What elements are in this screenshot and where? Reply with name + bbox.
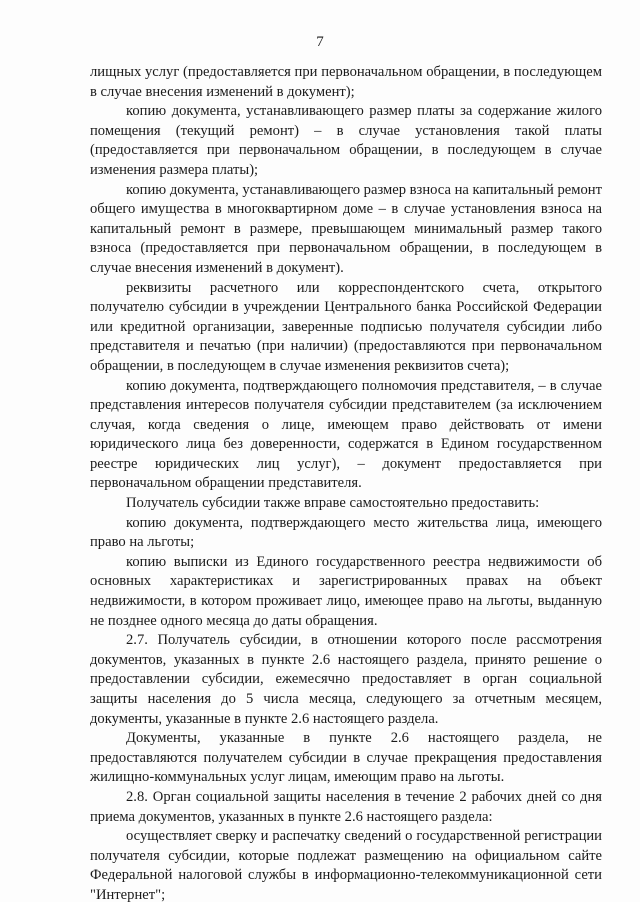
paragraph-property-registry-extract: копию выписки из Единого государственного реестра недвижимости об основных характеристиках и зарегистрированных правах на объект недвижимости, в котором проживает лицо, имеющее право на льготы, выданную не позднее одного месяца до даты обращения.	[90, 553, 602, 629]
document-body	[90, 63, 602, 906]
paragraph-documents-not-required: Документы, указанные в пункте 2.6 настоящего раздела, не предоставляются получателем субсидии в случае прекращения предоставления жилищно-коммунальных услуг лицам, имеющим право на льготы.	[90, 730, 602, 786]
paragraph-continuation: лищных услуг (предоставляется при первоначальном обращении, в последующем в случае внесения изменений в документ);	[90, 64, 602, 100]
paragraph-bank-details: реквизиты расчетного или корреспондентского счета, открытого получателю субсидии в учреждении Центрального банка Российской Федерации или кредитной организации, заверенные подписью получателя субсидии либо представителя и печатью (при наличии) (предоставляются при первоначальном обращении, в последующем в случае изменения реквизитов счета);	[90, 279, 602, 374]
paragraph-section-2-7: 2.7. Получатель субсидии, в отношении которого после рассмотрения документов, указанных в пункте 2.6 настоящего раздела, принято решение о предоставлении субсидии, ежемесячно предоставляет в орган социальной защиты населения до 5 числа месяца, следующего за отчетным месяцем, документы, указанные в пункте 2.6 настоящего раздела.	[90, 632, 602, 727]
paragraph-representative-authority: копию документа, подтверждающего полномочия представителя, – в случае представления интересов получателя субсидии представителем (за исключением случая, когда сведения о лице, имеющем право действовать от имени юридического лица без доверенности, содержатся в Едином государственном реестре юридических лиц услуг), – документ предоставляется при первоначальном обращении представителя.	[90, 377, 602, 492]
paragraph-optional-documents-intro: Получатель субсидии также вправе самостоятельно предоставить:	[126, 495, 540, 512]
paragraph-housing-fee-document: копию документа, устанавливающего размер платы за содержание жилого помещения (текущий ремонт) – в случае установления такой платы (предоставляется при первоначальном обращении, в последующем в случае изменения размера платы);	[90, 103, 602, 178]
page-number: 7	[316, 34, 324, 50]
paragraph-tax-service-check: осуществляет сверку и распечатку сведений о государственной регистрации получателя субсидии, которые подлежат размещению на официальном сайте Федеральной налоговой службы в информационно-телекоммуникационной сети "Интернет";	[90, 828, 602, 903]
paragraph-capital-repair-document: копию документа, устанавливающего размер взноса на капитальный ремонт общего имущества в многоквартирном доме – в случае установления взноса на капитальный ремонт в размере, превышающем минимальный размер такого взноса (предоставляется при первоначальном обращении, в последующем в случае внесения изменений в документ).	[90, 181, 602, 276]
paragraph-residence-document: копию документа, подтверждающего место жительства лица, имеющего право на льготы;	[90, 514, 602, 551]
paragraph-section-2-8: 2.8. Орган социальной защиты населения в течение 2 рабочих дней со дня приема документов, указанных в пункте 2.6 настоящего раздела:	[90, 788, 602, 825]
